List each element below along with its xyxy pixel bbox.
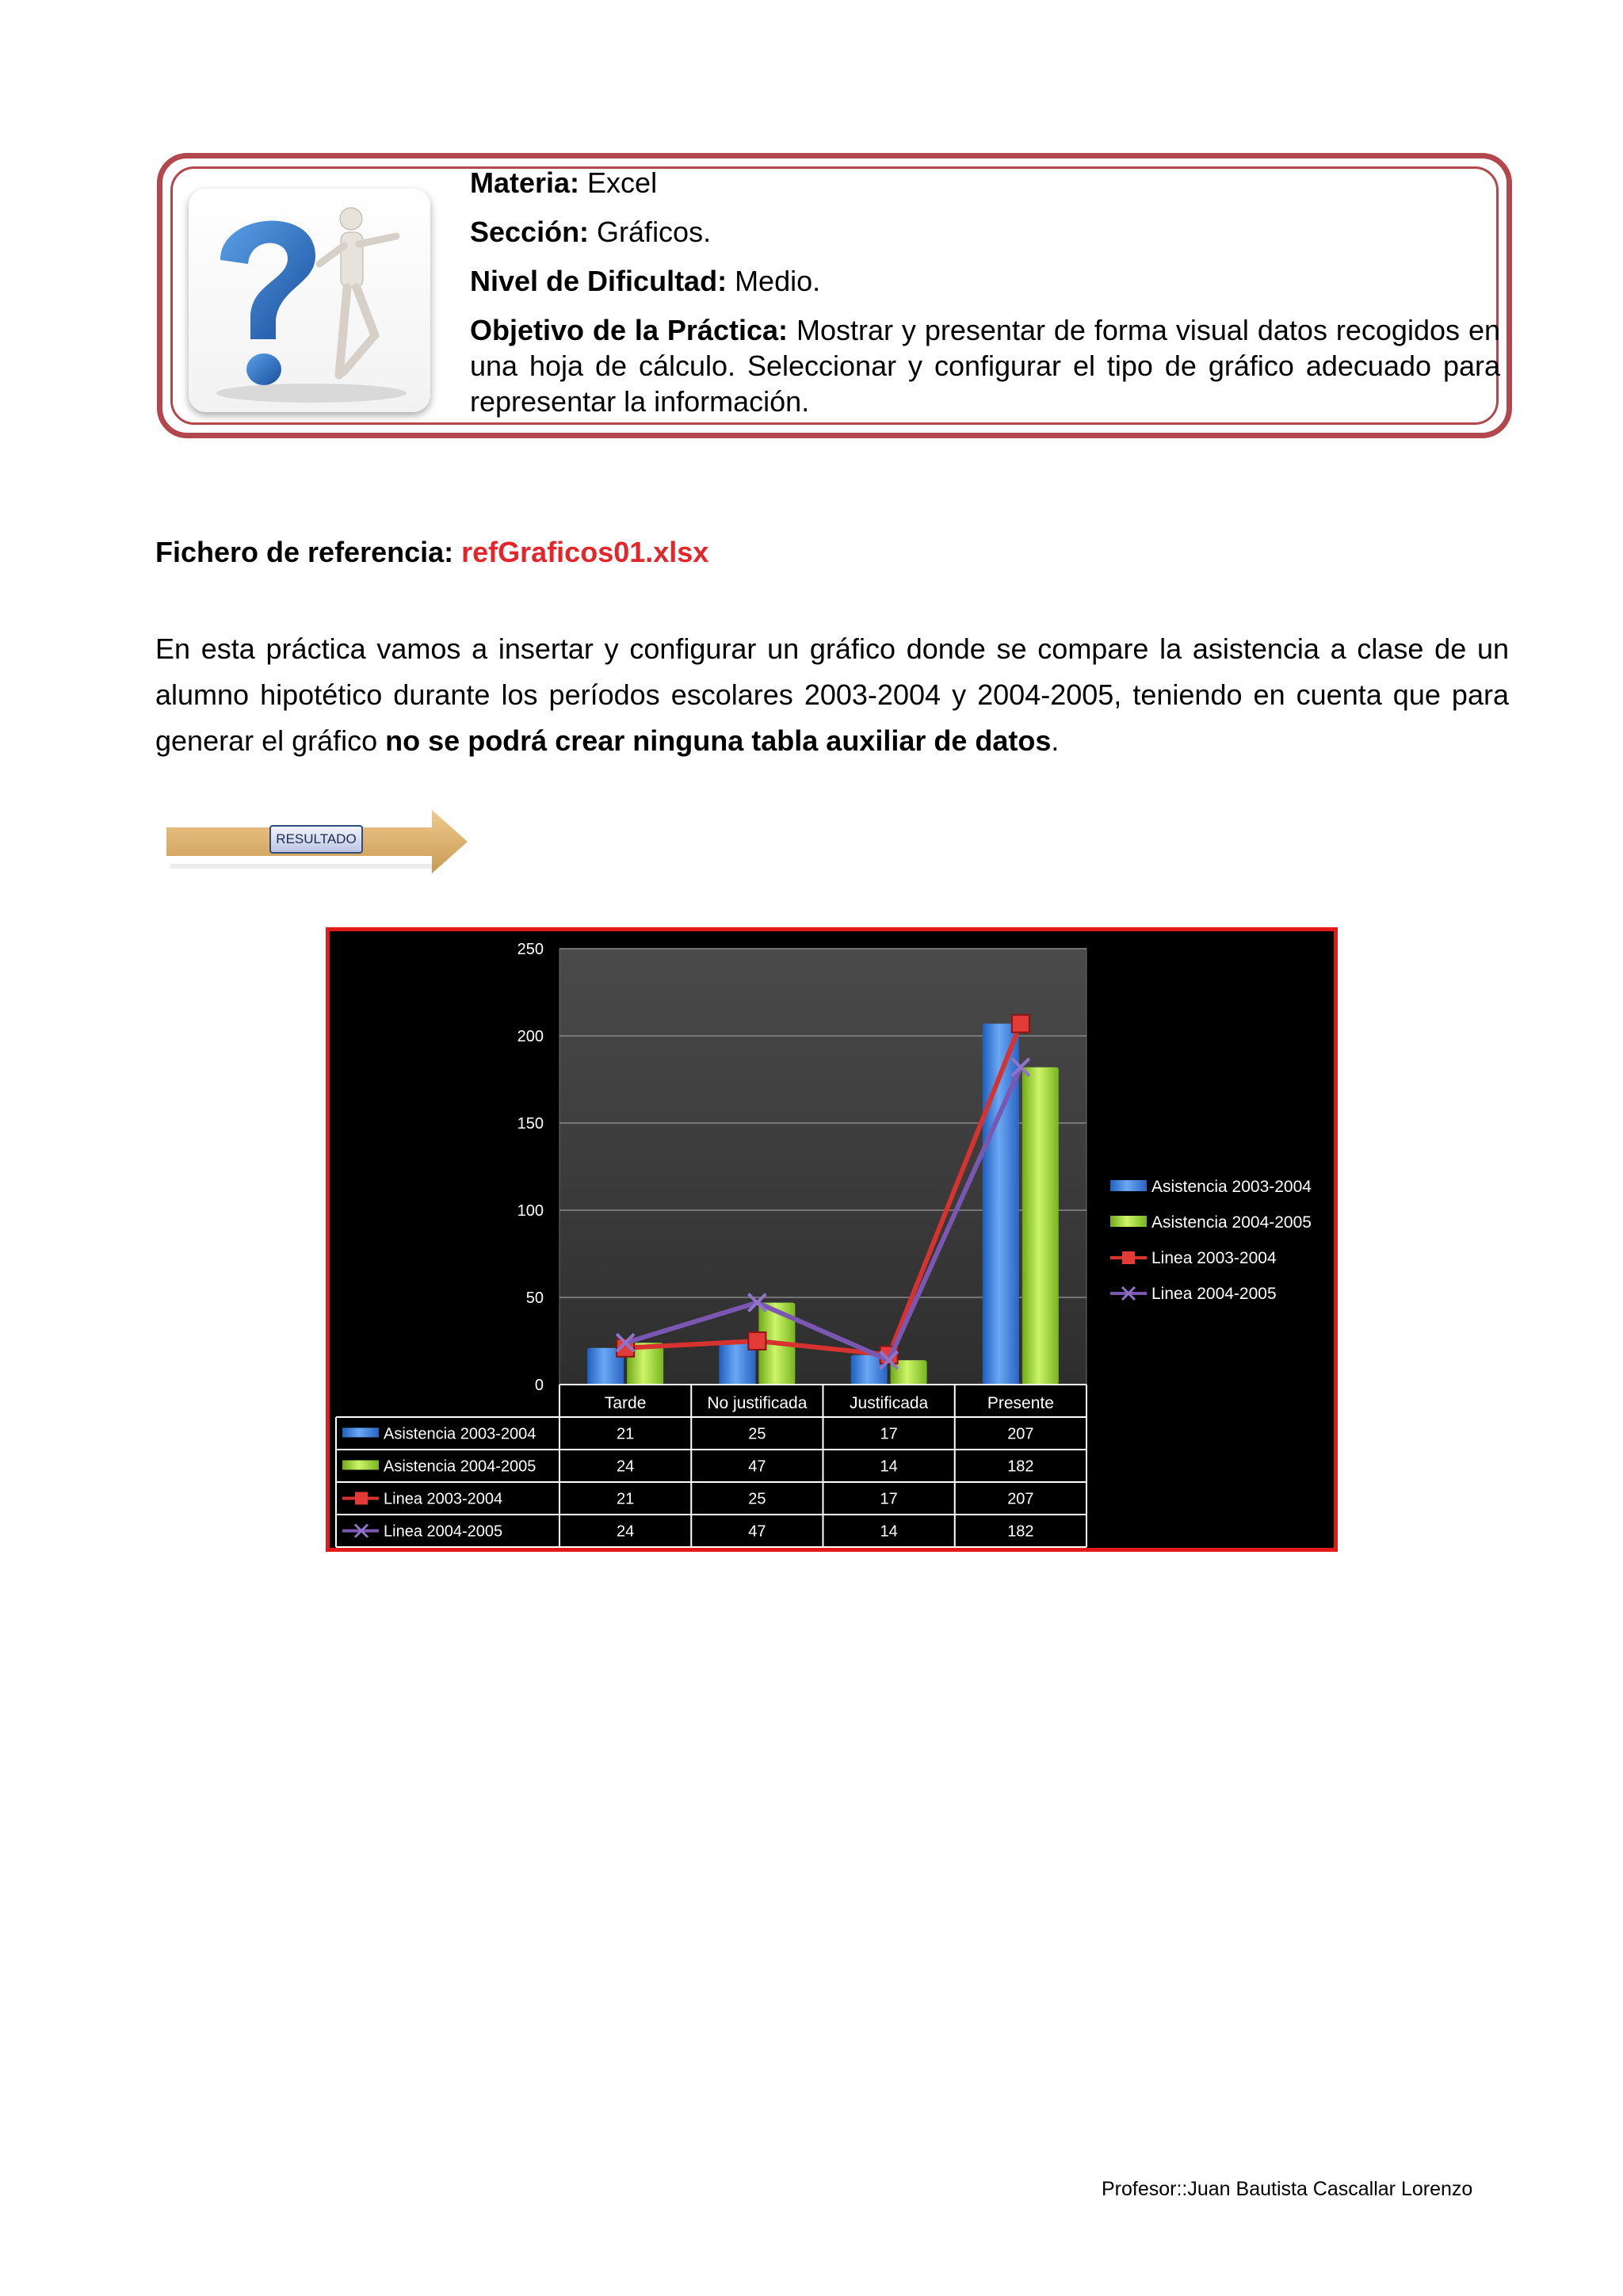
legend-key <box>1110 1216 1147 1227</box>
seccion-line <box>470 214 1500 250</box>
table-cell-value: 24 <box>617 1457 635 1476</box>
table-cell-value: 25 <box>748 1490 766 1508</box>
table-series-name: Linea 2004-2005 <box>384 1522 503 1541</box>
table-cell-value: 17 <box>880 1490 898 1508</box>
table-cell-value: 47 <box>748 1522 766 1541</box>
y-tick-label: 200 <box>517 1028 544 1045</box>
table-cell-value: 21 <box>617 1490 635 1508</box>
materia-value: Excel <box>579 166 658 199</box>
body-text-bold: no se podrá crear ninguna tabla auxiliar de datos <box>385 724 1052 757</box>
objetivo-value: Mostrar y presentar de forma visual datos recogidos en una hoja de cálculo. Seleccionar y configurar el tipo de gráfico adecuado para representar la información. <box>470 314 1500 418</box>
footer-text: Profesor::Juan Bautista Cascallar Lorenzo <box>1102 2178 1473 2200</box>
legend-label: Linea 2004-2005 <box>1151 1285 1277 1303</box>
table-cell-value: 21 <box>617 1425 635 1443</box>
seccion-value: Gráficos. <box>589 216 712 248</box>
materia-line <box>470 165 1500 201</box>
table-legend-key <box>342 1428 379 1438</box>
table-cell-value: 24 <box>617 1522 635 1541</box>
bar <box>1022 1068 1059 1385</box>
legend-label: Asistencia 2004-2005 <box>1151 1213 1312 1232</box>
x-tick-label: Presente <box>987 1394 1054 1412</box>
result-button[interactable]: RESULTADO <box>269 825 363 854</box>
body-text-after: . <box>1051 724 1060 757</box>
attendance-chart <box>326 927 1338 1552</box>
objetivo-line <box>470 312 1500 419</box>
legend-marker <box>1122 1251 1135 1264</box>
table-cell-value: 182 <box>1007 1457 1034 1476</box>
x-tick-label: No justificada <box>707 1394 808 1412</box>
legend-key <box>1110 1180 1147 1191</box>
nivel-label: Nivel de Dificultad: <box>470 265 727 297</box>
materia-label: Materia: <box>470 166 580 199</box>
nivel-line <box>470 263 1500 299</box>
table-cell-value: 182 <box>1007 1522 1034 1541</box>
x-tick-label: Justificada <box>850 1394 929 1412</box>
body-paragraph <box>155 626 1509 764</box>
table-cell-value: 25 <box>748 1425 766 1443</box>
nivel-value: Medio. <box>727 265 821 297</box>
chart-plot-area <box>336 941 1312 1547</box>
table-series-name: Linea 2003-2004 <box>384 1490 503 1508</box>
body-text-before: En esta práctica vamos a insertar y configurar un gráfico donde se compare la asistencia a clase de un alumno hipotético durante los períodos escolares 2003-2004 y 2004-2005, teniendo en cuenta que para generar el gráfico <box>155 632 1509 757</box>
table-legend-key <box>342 1461 379 1470</box>
table-series-name: Asistencia 2003-2004 <box>384 1425 537 1443</box>
reference-file: refGraficos01.xlsx <box>461 536 709 568</box>
question-figure-image <box>189 189 430 412</box>
seccion-label: Sección: <box>470 216 590 248</box>
table-cell-value: 207 <box>1007 1425 1034 1443</box>
y-tick-label: 0 <box>534 1377 544 1394</box>
reference-label: Fichero de referencia: <box>155 536 462 568</box>
objetivo-label: Objetivo de la Práctica: <box>470 314 788 346</box>
x-tick-label: Tarde <box>604 1394 647 1412</box>
line-marker-square <box>1012 1015 1029 1033</box>
y-tick-label: 250 <box>517 941 544 958</box>
table-cell-value: 47 <box>748 1457 766 1476</box>
question-mark-icon <box>189 189 430 412</box>
y-tick-label: 100 <box>517 1202 544 1220</box>
chart-svg <box>330 931 1334 1548</box>
table-cell-value: 14 <box>880 1457 898 1476</box>
table-cell-value: 17 <box>880 1425 898 1443</box>
legend-label: Asistencia 2003-2004 <box>1151 1178 1312 1196</box>
table-legend-marker <box>355 1492 368 1505</box>
table-cell-value: 207 <box>1007 1490 1034 1508</box>
header-text <box>470 165 1500 433</box>
table-cell-value: 14 <box>880 1522 898 1541</box>
y-tick-label: 150 <box>517 1115 544 1133</box>
line-marker-square <box>748 1332 766 1350</box>
legend-label: Linea 2003-2004 <box>1151 1249 1277 1267</box>
y-tick-label: 50 <box>525 1289 544 1307</box>
table-series-name: Asistencia 2004-2005 <box>384 1457 537 1476</box>
reference-line <box>155 536 708 569</box>
